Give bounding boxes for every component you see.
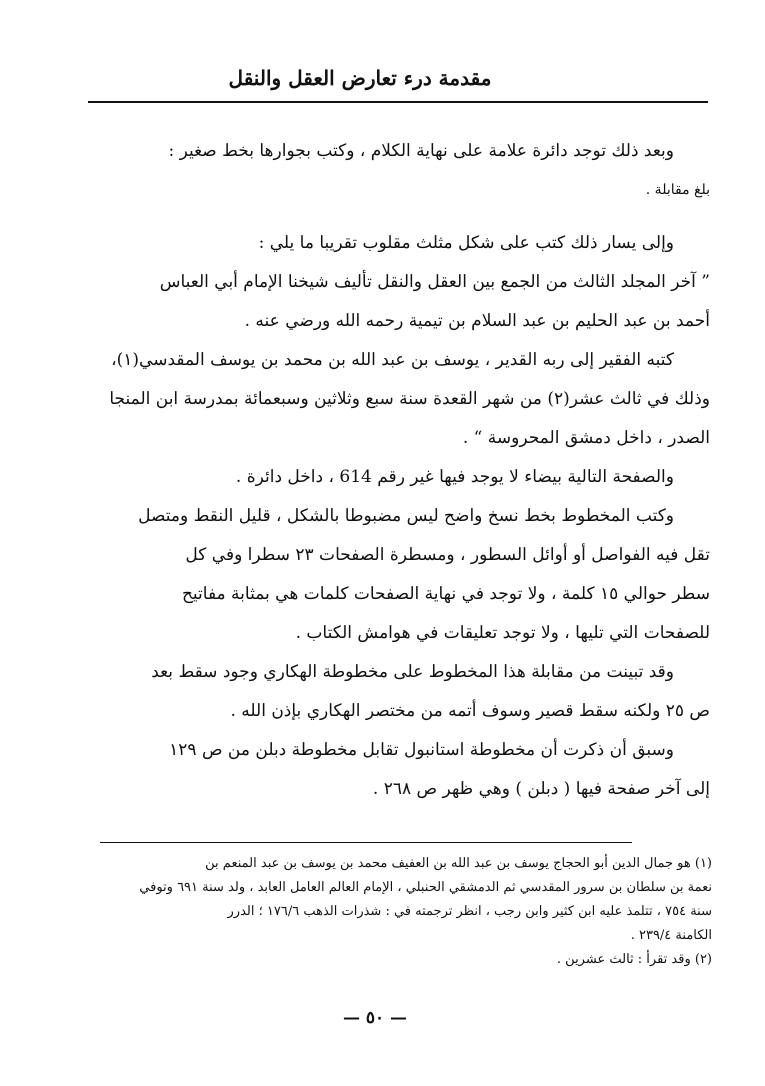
paragraph-line: للصفحات التي تليها ، ولا توجد تعليقات في هوامش الكتاب . [295,623,710,643]
paragraph-line: بلغ مقابلة . [645,182,710,198]
footnote-line: (١) هو جمال الدين أبو الحجاج يوسف بن عبد الله بن العفيف محمد بن يوسف بن عبد المنعم بن [205,856,712,871]
paragraph-line: ص ٢٥ ولكنه سقط قصير وسوف أتمه من مختصر الهكاري بإذن الله . [230,701,710,721]
footnote-rule [100,842,632,843]
footnote-line: الكامنة ٢٣٩/٤ . [630,928,712,943]
running-header: مقدمة درء تعارض العقل والنقل [228,66,492,90]
main-text [90,132,710,809]
paragraph-line: الصدر ، داخل دمشق المحروسة “ . [462,428,710,448]
paragraph-line: أحمد بن عبد الحليم بن عبد السلام بن تيمية رحمه الله ورضي عنه . [244,311,710,331]
paragraph-line: والصفحة التالية بيضاء لا يوجد فيها غير رقم 614 ، داخل دائرة . [235,467,674,487]
paragraph-line: وكتب المخطوط بخط نسخ واضح ليس مضبوطا بالشكل ، قليل النقط ومتصل [138,506,674,526]
paragraph-line: وبعد ذلك توجد دائرة علامة على نهاية الكلام ، وكتب بجوارها بخط صغير : [168,141,674,161]
paragraph-line: كتبه الفقير إلى ربه القدير ، يوسف بن عبد الله بن محمد بن يوسف المقدسي(١)، [111,350,674,370]
paragraph-line: وسبق أن ذكرت أن مخطوطة استانبول تقابل مخطوطة دبلن من ص ١٢٩ [169,740,674,760]
paragraph-line: تقل فيه الفواصل أو أوائل السطور ، ومسطرة الصفحات ٢٣ سطرا وفي كل [185,545,710,565]
footnote-line: سنة ٧٥٤ ، تتلمذ عليه ابن كثير وابن رجب ، انظر ترجمته في : شذرات الذهب ١٧٦/٦ ؛ الدرر [227,904,712,919]
header-rule [88,101,708,103]
footnotes [92,852,712,972]
paragraph-line: ” آخر المجلد الثالث من الجمع بين العقل والنقل تأليف شيخنا الإمام أبي العباس [159,272,710,292]
footnote-line: نعمة بن سلطان بن سرور المقدسي ثم الدمشقي الحنبلي ، الإمام العالم العامل العابد ، ولد سنة ٦٩١ وتوفي [139,880,712,895]
paragraph-line: سطر حوالي ١٥ كلمة ، ولا توجد في نهاية الصفحات كلمات هي بمثابة مفاتيح [181,584,710,604]
footnote-line: (٢) وقد تقرأ : ثالث عشرين . [556,952,712,967]
paragraph-line: إلى آخر صفحة فيها ( دبلن ) وهي ظهر ص ٢٦٨ . [372,779,710,799]
paragraph-line: وقد تبينت من مقابلة هذا المخطوط على مخطوطة الهكاري وجود سقط بعد [151,662,674,682]
paragraph-line: وذلك في ثالث عشر(٢) من شهر القعدة سنة سبع وثلاثين وسبعمائة بمدرسة ابن المنجا [109,389,710,409]
paragraph-line: وإلى يسار ذلك كتب على شكل مثلث مقلوب تقريبا ما يلي : [258,233,674,253]
page-number: — ٥٠ — [342,1008,408,1028]
